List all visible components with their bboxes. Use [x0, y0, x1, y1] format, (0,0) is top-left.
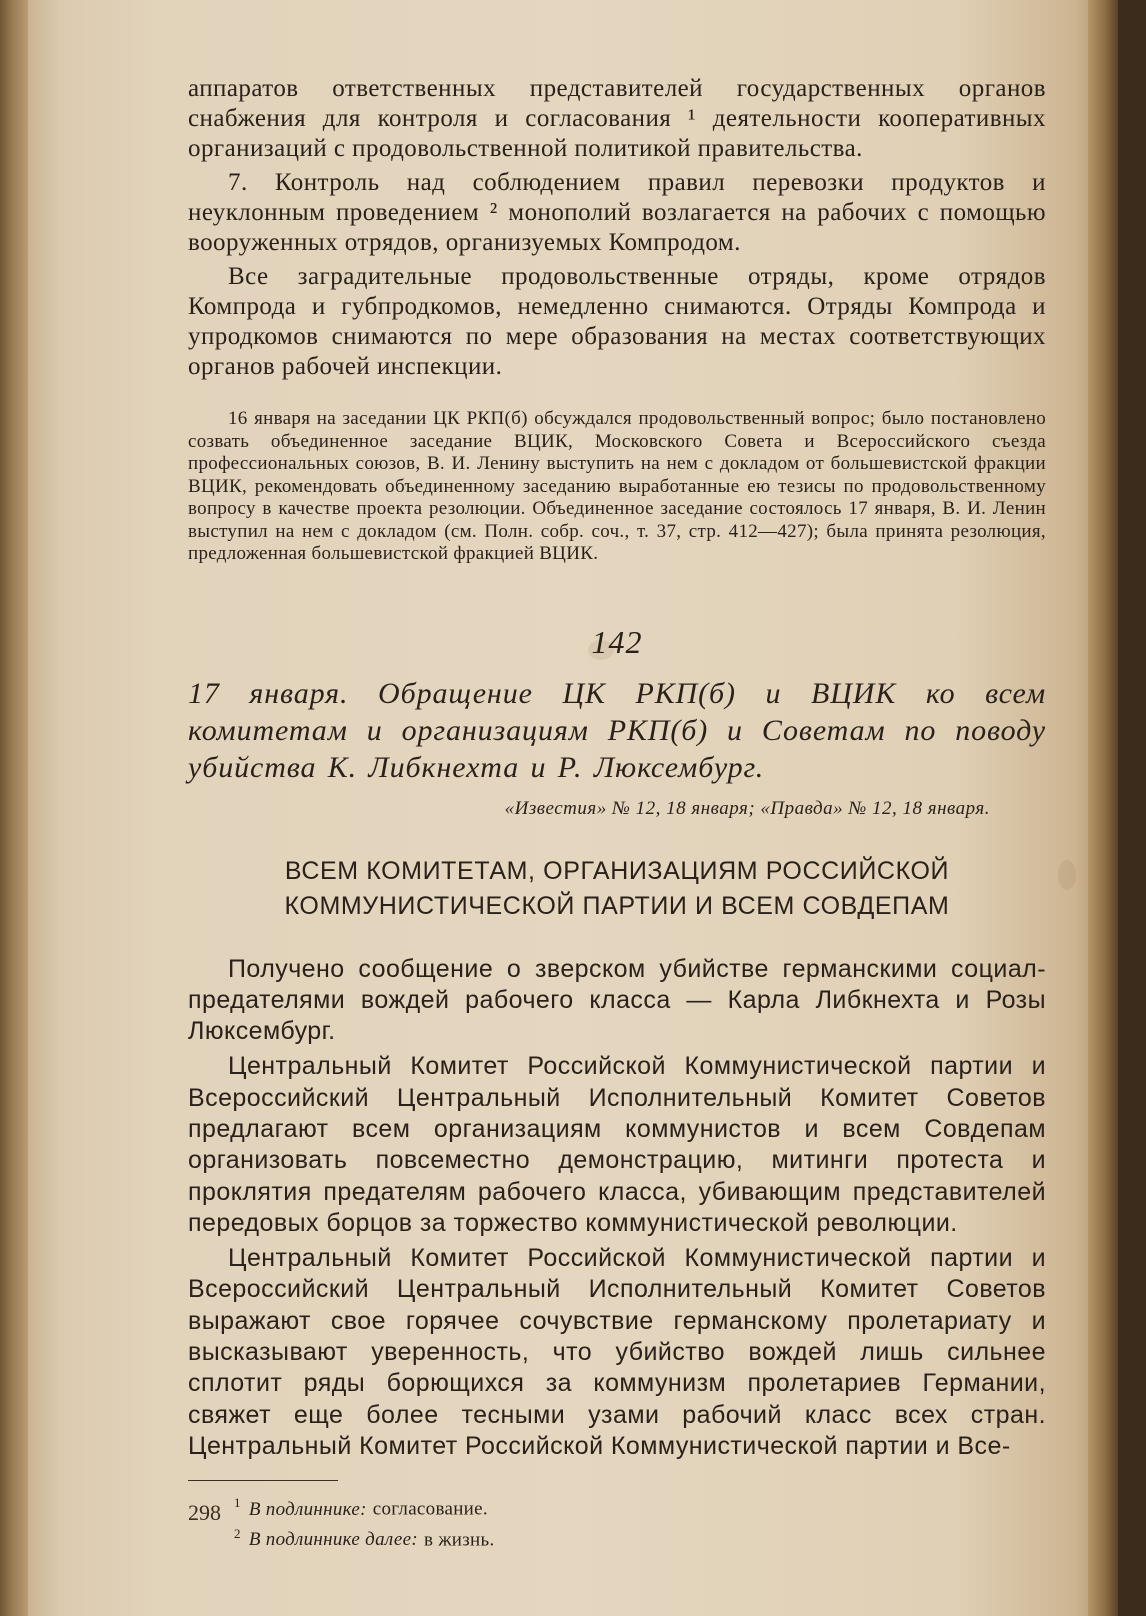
document-source: «Известия» № 12, 18 января; «Правда» № 12, 18 января. — [504, 797, 990, 819]
page-number: 298 — [188, 1500, 221, 1525]
footnote-mark: 2 — [234, 1525, 241, 1541]
footnote-label: В подлиннике далее: — [248, 1528, 419, 1550]
paragraph-detachments: Все заградительные продовольственные отряды, кроме отрядов Компрода и губпродкомов, немедленно снимаются. Отряды Компрода и упродкомов снимаются по мере образования на местах соответствующих органов рабочей инспекции. — [188, 263, 1046, 380]
footnote-2 — [234, 1522, 1046, 1552]
appeal-heading — [188, 854, 1046, 924]
document-title: 17 января. Обращение ЦК РКП(б) и ВЦИК ко всем комитетам и организациям РКП(б) и Советам по поводу убийства К. Либкнехта и Р. Люксембург. — [188, 676, 1046, 784]
footnote-label: В подлиннике: — [248, 1498, 367, 1520]
appeal-paragraph: Центральный Комитет Российской Коммунистической партии и Всероссийский Центральный Исполнительный Комитет Советов предлагают всем организациям коммунистов и всем Совдепам организовать повсеместно демонстрацию, митинги протеста и проклятия предателям рабочего класса, убивающим представителей передовых борцов за торжество коммунистической революции. — [188, 1052, 1046, 1237]
book-page — [28, 0, 1118, 1616]
editorial-note: 16 января на заседании ЦК РКП(б) обсуждался продовольственный вопрос; было постановлено созвать объединенное заседание ВЦИК, Московского Совета и Всероссийского съезда профессиональных союзов, В. И. Ленину выступить на нем с докладом от большевистской фракции ВЦИК, рекомендовать объединенному заседанию выработанные ею тезисы по продовольственному вопросу в качестве проекта резолюции. Объединенное заседание состоялось 17 января, В. И. Ленин выступил на нем с докладом (см. Полн. собр. соч., т. 37, стр. 412—427); была принята резолюция, предложенная большевистской фракцией ВЦИК. — [188, 408, 1046, 564]
paper-stain — [1058, 860, 1076, 890]
stacked-pages-edge — [0, 0, 28, 1616]
footnote-1 — [234, 1491, 1046, 1521]
appeal-heading-line-1: ВСЕМ КОМИТЕТАМ, ОРГАНИЗАЦИЯМ РОССИЙСКОЙ — [284, 856, 950, 885]
page-binding-edge — [1088, 0, 1118, 1616]
appeal-heading-line-2: КОММУНИСТИЧЕСКОЙ ПАРТИИ И ВСЕМ СОВДЕПАМ — [284, 891, 950, 920]
footnote-divider — [188, 1480, 338, 1481]
footnote-text: в жизнь. — [424, 1528, 495, 1550]
document-number: 142 — [591, 623, 643, 660]
appeal-paragraph: Центральный Комитет Российской Коммунистической партии и Всероссийский Центральный Исполнительный Комитет Советов выражают свое горячее сочувствие германскому пролетариату и высказывают уверенность, что убийство вождей лишь сильнее сплотит ряды борющихся за коммунизм пролетариев Германии, свяжет еще более тесными узами рабочий класс всех стран. Центральный Комитет Российской Коммунистической партии и Все- — [188, 1244, 1046, 1460]
paragraph-continuation: аппаратов ответственных представителей государственных органов снабжения для контроля и согласования ¹ деятельности кооперативных организаций с продовольственной политикой правительства. — [188, 75, 1046, 162]
footnote-text: согласование. — [372, 1498, 488, 1520]
paragraph-point-7: 7. Контроль над соблюдением правил перевозки продуктов и неуклонным проведением ² монополий возлагается на рабочих с помощью вооруженных отрядов, организуемых Компродом. — [188, 169, 1046, 256]
footnote-mark: 1 — [234, 1495, 241, 1511]
appeal-paragraph: Получено сообщение о зверском убийстве германскими социал-предателями вождей рабочего класса — Карла Либкнехта и Розы Люксембург. — [188, 954, 1046, 1046]
text-column — [188, 74, 1046, 1552]
